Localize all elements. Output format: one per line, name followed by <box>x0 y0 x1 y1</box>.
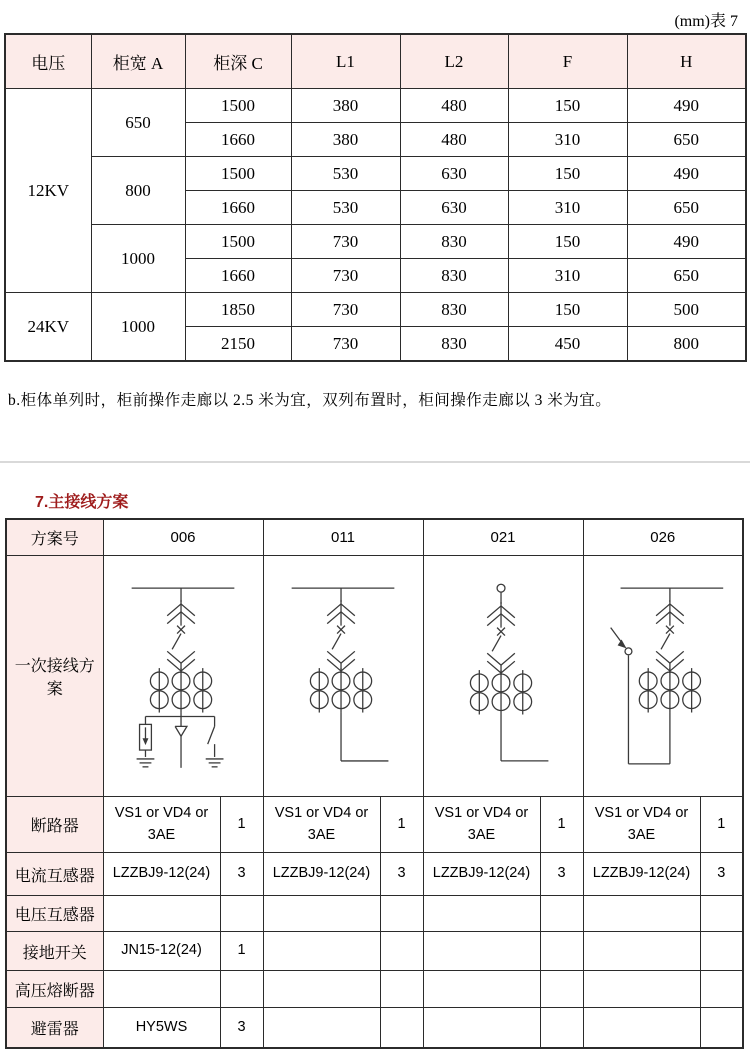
component-model: JN15-12(24) <box>103 932 220 971</box>
cell: 800 <box>627 327 746 362</box>
component-qty <box>380 932 423 971</box>
component-qty: 1 <box>220 932 263 971</box>
component-model: HY5WS <box>103 1008 220 1049</box>
component-qty: 1 <box>220 797 263 853</box>
col-header-voltage: 电压 <box>5 34 91 89</box>
component-model: VS1 or VD4 or 3AE <box>423 797 540 853</box>
cell: 2150 <box>185 327 291 362</box>
cell: 630 <box>400 157 508 191</box>
component-qty <box>220 896 263 932</box>
scheme-table <box>5 518 744 1049</box>
cell: 530 <box>291 157 400 191</box>
cell: 480 <box>400 123 508 157</box>
component-qty <box>700 1008 743 1049</box>
cell: 480 <box>400 89 508 123</box>
cell: 490 <box>627 157 746 191</box>
component-model <box>263 932 380 971</box>
incoming-arrow <box>617 639 626 648</box>
cell: 1850 <box>185 293 291 327</box>
scheme-number-021: 021 <box>423 519 583 556</box>
cell: 1500 <box>185 157 291 191</box>
component-qty <box>700 971 743 1008</box>
cell: 830 <box>400 259 508 293</box>
diagram-cell-011 <box>263 556 423 797</box>
component-label: 避雷器 <box>6 1008 103 1049</box>
col-header-l1: L1 <box>291 34 400 89</box>
col-header-depth: 柜深 C <box>185 34 291 89</box>
component-row-voltage-transformer <box>6 896 743 932</box>
component-qty <box>540 932 583 971</box>
cell: 1500 <box>185 89 291 123</box>
component-model: VS1 or VD4 or 3AE <box>583 797 700 853</box>
cell: 150 <box>508 293 627 327</box>
cell: 310 <box>508 191 627 225</box>
component-model <box>263 1008 380 1049</box>
scheme-number-006: 006 <box>103 519 263 556</box>
component-label: 高压熔断器 <box>6 971 103 1008</box>
scheme-006-diagram <box>104 556 262 796</box>
component-qty <box>540 1008 583 1049</box>
component-model <box>423 971 540 1008</box>
component-qty: 1 <box>380 797 423 853</box>
table-row <box>5 225 746 259</box>
cell: 1660 <box>185 123 291 157</box>
cell: 450 <box>508 327 627 362</box>
voltage-cell: 24KV <box>5 293 91 362</box>
component-label: 电压互感器 <box>6 896 103 932</box>
component-model: LZZBJ9-12(24) <box>103 853 220 896</box>
component-qty <box>700 932 743 971</box>
component-model: LZZBJ9-12(24) <box>423 853 540 896</box>
diagram-cell-006 <box>103 556 263 797</box>
component-qty <box>380 971 423 1008</box>
component-qty <box>220 971 263 1008</box>
component-model: VS1 or VD4 or 3AE <box>263 797 380 853</box>
cell: 650 <box>627 191 746 225</box>
component-row-breaker <box>6 797 743 853</box>
diagram-cell-026 <box>583 556 743 797</box>
cell: 500 <box>627 293 746 327</box>
component-model <box>583 932 700 971</box>
component-model <box>583 896 700 932</box>
cell: 650 <box>627 259 746 293</box>
component-model <box>583 971 700 1008</box>
scheme-number-label: 方案号 <box>6 519 103 556</box>
cell: 1660 <box>185 259 291 293</box>
col-header-width: 柜宽 A <box>91 34 185 89</box>
component-qty <box>540 971 583 1008</box>
cell: 150 <box>508 157 627 191</box>
diagram-row-label: 一次接线方案 <box>6 556 103 797</box>
table-row <box>5 157 746 191</box>
cell: 730 <box>291 259 400 293</box>
cell: 150 <box>508 89 627 123</box>
table-row <box>5 89 746 123</box>
component-qty <box>700 896 743 932</box>
component-qty: 3 <box>540 853 583 896</box>
component-qty: 1 <box>700 797 743 853</box>
cable-terminal <box>497 584 505 592</box>
cell: 830 <box>400 293 508 327</box>
cell: 730 <box>291 293 400 327</box>
cell: 730 <box>291 327 400 362</box>
component-row-surge-arrester <box>6 1008 743 1049</box>
component-model: LZZBJ9-12(24) <box>583 853 700 896</box>
component-model: LZZBJ9-12(24) <box>263 853 380 896</box>
col-header-l2: L2 <box>400 34 508 89</box>
component-model <box>103 971 220 1008</box>
component-model <box>103 896 220 932</box>
cell: 1660 <box>185 191 291 225</box>
cell: 150 <box>508 225 627 259</box>
component-label: 接地开关 <box>6 932 103 971</box>
component-model <box>263 896 380 932</box>
component-model <box>423 932 540 971</box>
cell: 630 <box>400 191 508 225</box>
component-row-earthing-switch <box>6 932 743 971</box>
component-qty: 3 <box>380 853 423 896</box>
component-qty <box>540 896 583 932</box>
component-qty: 1 <box>540 797 583 853</box>
col-header-h: H <box>627 34 746 89</box>
component-model <box>423 1008 540 1049</box>
component-qty: 3 <box>220 853 263 896</box>
component-model <box>583 1008 700 1049</box>
col-header-f: F <box>508 34 627 89</box>
dimension-table-header-row <box>5 34 746 89</box>
diagram-cell-021 <box>423 556 583 797</box>
dimension-table <box>4 33 747 362</box>
note-text: b.柜体单列时，柜前操作走廊以 2.5 米为宜，双列布置时，柜间操作走廊以 3 米为宜。 <box>8 392 612 409</box>
scheme-026-diagram <box>587 556 739 796</box>
diagram-row <box>6 556 743 797</box>
cell: 380 <box>291 89 400 123</box>
cell: 1500 <box>185 225 291 259</box>
cell: 650 <box>627 123 746 157</box>
cell: 530 <box>291 191 400 225</box>
table-caption: (mm)表 7 <box>674 13 738 30</box>
component-qty: 3 <box>700 853 743 896</box>
component-qty: 3 <box>220 1008 263 1049</box>
cell: 310 <box>508 123 627 157</box>
width-cell: 1000 <box>91 225 185 293</box>
cell: 490 <box>627 89 746 123</box>
cell: 380 <box>291 123 400 157</box>
section-title: 7.主接线方案 <box>35 494 129 511</box>
voltage-cell: 12KV <box>5 89 91 293</box>
scheme-011-diagram <box>264 556 422 796</box>
cell: 490 <box>627 225 746 259</box>
cell: 730 <box>291 225 400 259</box>
component-model <box>263 971 380 1008</box>
width-cell: 800 <box>91 157 185 225</box>
section-divider <box>0 461 750 463</box>
scheme-header-row <box>6 519 743 556</box>
component-model: VS1 or VD4 or 3AE <box>103 797 220 853</box>
component-model <box>423 896 540 932</box>
component-label: 断路器 <box>6 797 103 853</box>
cell: 830 <box>400 225 508 259</box>
component-qty <box>380 1008 423 1049</box>
scheme-021-diagram <box>427 556 579 796</box>
scheme-number-026: 026 <box>583 519 743 556</box>
component-qty <box>380 896 423 932</box>
component-row-current-transformer <box>6 853 743 896</box>
width-cell: 650 <box>91 89 185 157</box>
cell: 830 <box>400 327 508 362</box>
width-cell: 1000 <box>91 293 185 362</box>
table-row <box>5 293 746 327</box>
scheme-number-011: 011 <box>263 519 423 556</box>
component-label: 电流互感器 <box>6 853 103 896</box>
cell: 310 <box>508 259 627 293</box>
cable-terminal <box>625 648 632 655</box>
component-row-hv-fuse <box>6 971 743 1008</box>
